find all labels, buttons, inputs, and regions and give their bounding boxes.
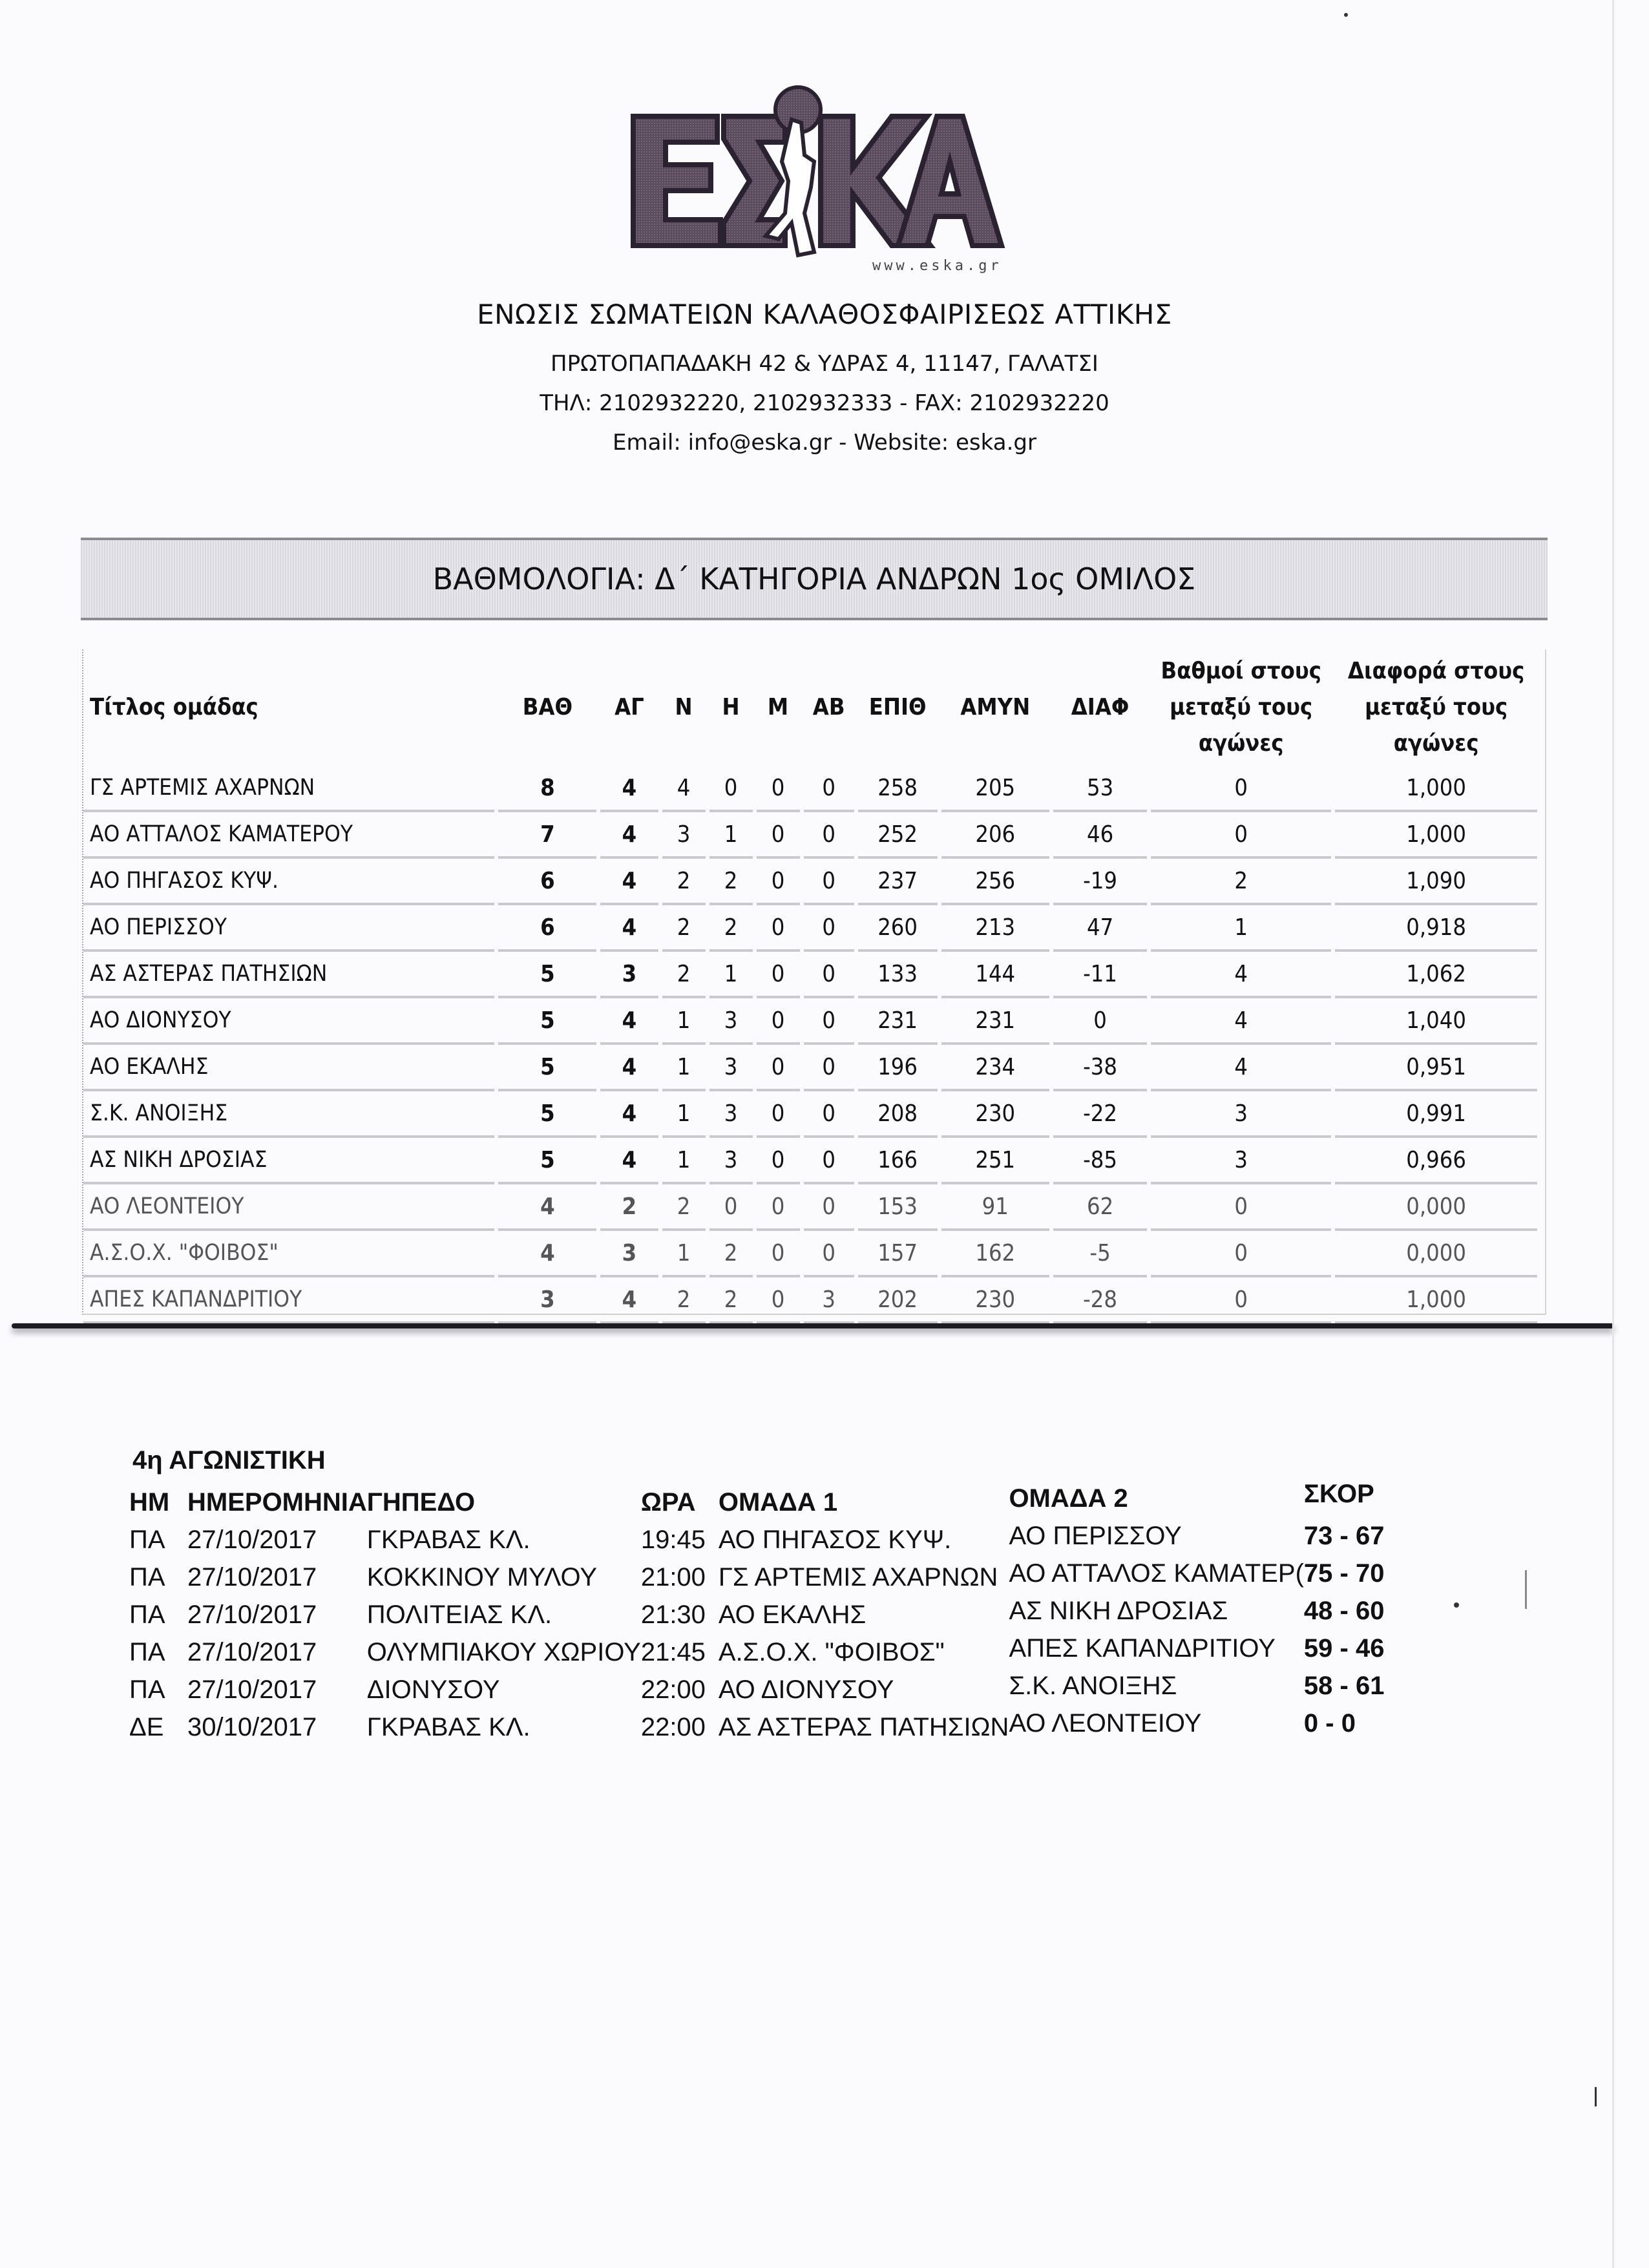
standings-cell-h2h-points: 4 [1151, 952, 1331, 998]
standings-cell-scored: 252 [858, 812, 938, 859]
standings-row [83, 998, 1537, 1045]
standings-cell-team: ΑΟ ΠΗΓΑΣΟΣ ΚΥΨ. [83, 859, 494, 905]
standings-cell-scored: 133 [858, 952, 938, 998]
standings-cell-scored: 157 [858, 1231, 938, 1277]
fixture-cell-day: ΠΑ [129, 1638, 165, 1666]
standings-cell-points: 5 [498, 952, 596, 998]
fixture-cell-venue: ΚΟΚΚΙΝΟΥ ΜΥΛΟΥ [366, 1563, 598, 1591]
standings-cell-losses: 2 [709, 1277, 753, 1324]
standings-title: ΒΑΘΜΟΛΟΓΙΑ: Δ΄ ΚΑΤΗΓΟΡΙΑ ΑΝΔΡΩΝ 1ος ΟΜΙΛΟΣ [432, 562, 1196, 596]
fixture-cell-team1: ΑΟ ΕΚΑΛΗΣ [718, 1601, 867, 1629]
fixtures-table [129, 1480, 1407, 1742]
header-m: Μ [767, 694, 789, 720]
header-ab: ΑΒ [812, 694, 845, 720]
standings-cell-scored: 153 [858, 1184, 938, 1231]
round-title: 4η ΑΓΩΝΙΣΤΙΚΗ [132, 1446, 326, 1475]
standings-cell-team: ΑΟ ΔΙΟΝΥΣΟΥ [83, 998, 494, 1045]
header-h2h-points [1151, 649, 1331, 766]
standings-cell-h2h-diff: 0,991 [1335, 1091, 1537, 1138]
standings-cell-scored: 166 [858, 1138, 938, 1184]
header-h2h-points-line2: μεταξύ τους [1170, 694, 1313, 720]
standings-cell-conceded: 206 [941, 812, 1049, 859]
standings-cell-losses: 0 [709, 1184, 753, 1231]
standings-cell-points: 5 [498, 998, 596, 1045]
standings-cell-h2h-points: 0 [1151, 812, 1331, 859]
standings-cell-h2h-points: 0 [1151, 766, 1331, 812]
header-h2h-diff [1335, 649, 1537, 766]
scan-speck [1595, 2087, 1597, 2106]
standings-table [79, 649, 1541, 1324]
standings-cell-scored: 208 [858, 1091, 938, 1138]
standings-cell-losses: 3 [709, 1138, 753, 1184]
standings-cell-wins: 1 [662, 1045, 706, 1091]
standings-cell-scored: 231 [858, 998, 938, 1045]
standings-cell-ab: 0 [804, 812, 854, 859]
standings-cell-losses: 0 [709, 766, 753, 812]
standings-cell-h2h-points: 2 [1151, 859, 1331, 905]
standings-cell-h2h-points: 1 [1151, 905, 1331, 952]
standings-cell-played: 4 [600, 1277, 658, 1324]
standings-cell-points: 5 [498, 1091, 596, 1138]
header-scored: ΕΠΙΘ [868, 694, 927, 720]
basketball-player-logo-icon [620, 84, 1008, 278]
standings-cell-wins: 3 [662, 812, 706, 859]
fx-header-venue: ΓΗΠΕΔΟ [366, 1488, 476, 1517]
fx-header-day: ΗΜ [129, 1488, 170, 1517]
fixture-row [129, 1667, 1407, 1705]
logo-url: www.eska.gr [872, 258, 1002, 274]
standings-cell-points: 5 [498, 1045, 596, 1091]
fixture-cell-time: 21:45 [640, 1638, 706, 1666]
fixture-cell-time: 19:45 [640, 1526, 706, 1554]
standings-row [83, 1277, 1537, 1324]
standings-cell-h2h-diff: 0,000 [1335, 1184, 1537, 1231]
standings-cell-ab: 0 [804, 1184, 854, 1231]
fixture-cell-date: 27/10/2017 [187, 1526, 317, 1554]
header-losses: Η [722, 694, 740, 720]
standings-cell-played: 4 [600, 859, 658, 905]
standings-cell-team: ΑΟ ΠΕΡΙΣΣΟΥ [83, 905, 494, 952]
standings-cell-conceded: 251 [941, 1138, 1049, 1184]
standings-row [83, 952, 1537, 998]
fixture-cell-venue: ΓΚΡΑΒΑΣ ΚΛ. [366, 1713, 530, 1741]
fx-header-team1: ΟΜΑΔΑ 1 [718, 1488, 838, 1517]
standings-cell-scored: 260 [858, 905, 938, 952]
fixture-cell-team1: ΓΣ ΑΡΤΕΜΙΣ ΑΧΑΡΝΩΝ [718, 1563, 998, 1591]
header-conceded: ΑΜΥΝ [960, 694, 1031, 720]
standings-row [83, 859, 1537, 905]
standings-cell-conceded: 256 [941, 859, 1049, 905]
standings-cell-team: Α.Σ.Ο.Χ. "ΦΟΙΒΟΣ" [83, 1231, 494, 1277]
standings-title-bar [81, 538, 1548, 620]
standings-cell-played: 4 [600, 998, 658, 1045]
standings-cell-m: 0 [757, 812, 800, 859]
header-team: Τίτλος ομάδας [90, 694, 258, 720]
standings-cell-conceded: 230 [941, 1277, 1049, 1324]
standings-cell-team: ΓΣ ΑΡΤΕΜΙΣ ΑΧΑΡΝΩΝ [83, 766, 494, 812]
fixture-cell-time: 22:00 [640, 1713, 706, 1741]
fx-header-score: ΣΚΟΡ [1303, 1480, 1374, 1508]
standings-cell-played: 4 [600, 766, 658, 812]
standings-row [83, 1138, 1537, 1184]
standings-cell-diff: 53 [1053, 766, 1147, 812]
standings-row [83, 1184, 1537, 1231]
standings-cell-wins: 1 [662, 998, 706, 1045]
fixture-cell-date: 30/10/2017 [187, 1713, 317, 1741]
fixture-cell-team2: ΑΟ ΑΤΤΑΛΟΣ ΚΑΜΑΤΕΡ( [1009, 1559, 1304, 1588]
standings-cell-wins: 1 [662, 1138, 706, 1184]
standings-cell-h2h-diff: 1,040 [1335, 998, 1537, 1045]
standings-cell-team: ΑΠΕΣ ΚΑΠΑΝΔΡΙΤΙΟΥ [83, 1277, 494, 1324]
organization-email: Email: info@eska.gr - Website: eska.gr [613, 430, 1036, 456]
fixture-cell-day: ΠΑ [129, 1601, 165, 1629]
fixture-cell-venue: ΟΛΥΜΠΙΑΚΟΥ ΧΩΡΙΟΥ [366, 1638, 641, 1666]
standings-cell-team: ΑΟ ΕΚΑΛΗΣ [83, 1045, 494, 1091]
standings-cell-h2h-points: 4 [1151, 998, 1331, 1045]
standings-cell-played: 4 [600, 905, 658, 952]
fx-header-time: ΩΡΑ [640, 1488, 696, 1517]
standings-cell-team: Σ.Κ. ΑΝΟΙΞΗΣ [83, 1091, 494, 1138]
standings-cell-m: 0 [757, 1231, 800, 1277]
standings-cell-m: 0 [757, 952, 800, 998]
standings-row [83, 766, 1537, 812]
standings-cell-wins: 2 [662, 859, 706, 905]
standings-cell-ab: 0 [804, 905, 854, 952]
fixture-cell-venue: ΔΙΟΝΥΣΟΥ [366, 1675, 500, 1704]
standings-cell-scored: 202 [858, 1277, 938, 1324]
standings-cell-played: 4 [600, 1045, 658, 1091]
standings-cell-h2h-diff: 0,000 [1335, 1231, 1537, 1277]
fixture-cell-team2: ΑΠΕΣ ΚΑΠΑΝΔΡΙΤΙΟΥ [1009, 1633, 1276, 1663]
standings-cell-played: 3 [600, 952, 658, 998]
header-played: ΑΓ [614, 694, 644, 720]
fixture-cell-team2: Σ.Κ. ΑΝΟΙΞΗΣ [1009, 1671, 1177, 1700]
fixture-row [129, 1592, 1407, 1630]
organization-phone: ΤΗΛ: 2102932220, 2102932333 - FAX: 2102932220 [540, 390, 1109, 416]
standings-cell-points: 7 [498, 812, 596, 859]
fixture-cell-score: 59 - 46 [1303, 1633, 1385, 1663]
standings-row [83, 812, 1537, 859]
fixture-row [129, 1705, 1407, 1742]
standings-cell-diff: 47 [1053, 905, 1147, 952]
fixture-cell-day: ΠΑ [129, 1563, 165, 1591]
standings-cell-wins: 1 [662, 1231, 706, 1277]
fixture-cell-day: ΠΑ [129, 1675, 165, 1704]
standings-cell-diff: 0 [1053, 998, 1147, 1045]
standings-cell-h2h-diff: 0,951 [1335, 1045, 1537, 1091]
standings-cell-h2h-points: 0 [1151, 1184, 1331, 1231]
fixture-cell-date: 27/10/2017 [187, 1563, 317, 1591]
standings-cell-scored: 196 [858, 1045, 938, 1091]
standings-cell-conceded: 213 [941, 905, 1049, 952]
fixture-cell-score: 48 - 60 [1303, 1596, 1385, 1625]
fixture-cell-time: 21:30 [640, 1601, 706, 1629]
standings-cell-points: 6 [498, 905, 596, 952]
standings-cell-diff: -28 [1053, 1277, 1147, 1324]
standings-cell-h2h-diff: 1,000 [1335, 1277, 1537, 1324]
standings-cell-h2h-diff: 0,918 [1335, 905, 1537, 952]
standings-cell-team: ΑΣ ΑΣΤΕΡΑΣ ΠΑΤΗΣΙΩΝ [83, 952, 494, 998]
standings-cell-played: 3 [600, 1231, 658, 1277]
standings-cell-h2h-points: 3 [1151, 1091, 1331, 1138]
header-h2h-diff-line3: αγώνες [1393, 730, 1479, 757]
fixture-cell-score: 73 - 67 [1303, 1521, 1385, 1550]
standings-cell-h2h-diff: 1,000 [1335, 812, 1537, 859]
standings-cell-points: 3 [498, 1277, 596, 1324]
standings-cell-played: 4 [600, 1138, 658, 1184]
standings-cell-ab: 0 [804, 998, 854, 1045]
scan-speck [1344, 13, 1348, 17]
standings-cell-ab: 3 [804, 1277, 854, 1324]
fixture-cell-day: ΔΕ [129, 1713, 164, 1741]
standings-cell-m: 0 [757, 1277, 800, 1324]
header-diff: ΔΙΑΦ [1071, 694, 1129, 720]
standings-cell-diff: -5 [1053, 1231, 1147, 1277]
standings-cell-ab: 0 [804, 1138, 854, 1184]
header-h2h-points-line3: αγώνες [1198, 730, 1284, 757]
standings-cell-m: 0 [757, 1138, 800, 1184]
standings-row [83, 1091, 1537, 1138]
fixture-cell-venue: ΓΚΡΑΒΑΣ ΚΛ. [366, 1526, 530, 1554]
standings-cell-diff: -85 [1053, 1138, 1147, 1184]
standings-cell-losses: 3 [709, 1091, 753, 1138]
fixture-cell-date: 27/10/2017 [187, 1675, 317, 1704]
standings-header-row [83, 649, 1537, 766]
standings-cell-ab: 0 [804, 1231, 854, 1277]
standings-cell-conceded: 205 [941, 766, 1049, 812]
paper-fold-line [12, 1323, 1614, 1328]
standings-cell-team: ΑΟ ΑΤΤΑΛΟΣ ΚΑΜΑΤΕΡΟΥ [83, 812, 494, 859]
standings-cell-losses: 3 [709, 998, 753, 1045]
standings-cell-ab: 0 [804, 1091, 854, 1138]
fixture-cell-day: ΠΑ [129, 1526, 165, 1554]
fixture-cell-date: 27/10/2017 [187, 1638, 317, 1666]
fixture-cell-team2: ΑΟ ΛΕΟΝΤΕΙΟΥ [1009, 1708, 1202, 1738]
fixture-cell-team2: ΑΣ ΝΙΚΗ ΔΡΟΣΙΑΣ [1009, 1596, 1228, 1625]
standings-cell-conceded: 234 [941, 1045, 1049, 1091]
standings-cell-losses: 1 [709, 812, 753, 859]
standings-cell-conceded: 162 [941, 1231, 1049, 1277]
fixture-row [129, 1555, 1407, 1592]
standings-cell-wins: 2 [662, 905, 706, 952]
standings-cell-points: 4 [498, 1184, 596, 1231]
standings-cell-conceded: 144 [941, 952, 1049, 998]
standings-cell-scored: 258 [858, 766, 938, 812]
standings-cell-conceded: 230 [941, 1091, 1049, 1138]
fixtures-header-row [129, 1480, 1407, 1517]
fixture-row [129, 1517, 1407, 1555]
standings-cell-losses: 2 [709, 1231, 753, 1277]
standings-cell-points: 8 [498, 766, 596, 812]
standings-cell-team: ΑΟ ΛΕΟΝΤΕΙΟΥ [83, 1184, 494, 1231]
fixture-cell-score: 0 - 0 [1303, 1708, 1356, 1738]
standings-row [83, 1231, 1537, 1277]
standings-cell-wins: 2 [662, 1277, 706, 1324]
eska-logo [620, 84, 1008, 278]
page-edge [1612, 0, 1614, 2268]
fixture-cell-score: 75 - 70 [1303, 1559, 1385, 1588]
fixture-cell-time: 22:00 [640, 1675, 706, 1704]
standings-cell-h2h-points: 4 [1151, 1045, 1331, 1091]
header-h2h-diff-line1: Διαφορά στους [1347, 658, 1525, 684]
organization-address: ΠΡΩΤΟΠΑΠΑΔΑΚΗ 42 & ΥΔΡΑΣ 4, 11147, ΓΑΛΑΤΣΙ [551, 351, 1098, 377]
standings-cell-h2h-diff: 1,062 [1335, 952, 1537, 998]
standings-cell-diff: 46 [1053, 812, 1147, 859]
standings-cell-diff: -38 [1053, 1045, 1147, 1091]
standings-cell-points: 6 [498, 859, 596, 905]
standings-cell-losses: 2 [709, 859, 753, 905]
fixture-cell-team1: ΑΣ ΑΣΤΕΡΑΣ ΠΑΤΗΣΙΩΝ [718, 1713, 1009, 1741]
header-h2h-points-line1: Βαθμοί στους [1161, 658, 1321, 684]
standings-cell-wins: 2 [662, 1184, 706, 1231]
fixture-cell-venue: ΠΟΛΙΤΕΙΑΣ ΚΛ. [366, 1601, 552, 1629]
standings-cell-diff: -22 [1053, 1091, 1147, 1138]
standings-cell-diff: -19 [1053, 859, 1147, 905]
scan-speck [1525, 1570, 1527, 1609]
organization-name: ΕΝΩΣΙΣ ΣΩΜΑΤΕΙΩΝ ΚΑΛΑΘΟΣΦΑΙΡΙΣΕΩΣ ΑΤΤΙΚΗΣ [477, 299, 1172, 330]
standings-cell-h2h-diff: 1,000 [1335, 766, 1537, 812]
standings-cell-points: 5 [498, 1138, 596, 1184]
standings-cell-m: 0 [757, 1045, 800, 1091]
standings-cell-losses: 1 [709, 952, 753, 998]
standings-cell-ab: 0 [804, 859, 854, 905]
header-h2h-diff-line2: μεταξύ τους [1365, 694, 1508, 720]
standings-cell-team: ΑΣ ΝΙΚΗ ΔΡΟΣΙΑΣ [83, 1138, 494, 1184]
fixture-cell-team2: ΑΟ ΠΕΡΙΣΣΟΥ [1009, 1521, 1182, 1550]
standings-cell-m: 0 [757, 1091, 800, 1138]
standings-cell-h2h-diff: 0,966 [1335, 1138, 1537, 1184]
standings-row [83, 905, 1537, 952]
standings-cell-conceded: 91 [941, 1184, 1049, 1231]
standings-cell-played: 4 [600, 1091, 658, 1138]
standings-cell-losses: 2 [709, 905, 753, 952]
fixture-cell-score: 58 - 61 [1303, 1671, 1385, 1700]
standings-cell-m: 0 [757, 1184, 800, 1231]
standings-cell-m: 0 [757, 859, 800, 905]
standings-cell-scored: 237 [858, 859, 938, 905]
standings-cell-played: 4 [600, 812, 658, 859]
standings-cell-h2h-points: 0 [1151, 1231, 1331, 1277]
standings-cell-diff: 62 [1053, 1184, 1147, 1231]
standings-table-container [82, 649, 1546, 1315]
fx-header-date: ΗΜΕΡΟΜΗΝΙΑ [187, 1488, 367, 1517]
standings-cell-h2h-diff: 1,090 [1335, 859, 1537, 905]
fixture-cell-team1: Α.Σ.Ο.Χ. "ΦΟΙΒΟΣ" [718, 1638, 945, 1666]
standings-cell-m: 0 [757, 766, 800, 812]
standings-cell-ab: 0 [804, 1045, 854, 1091]
standings-row [83, 1045, 1537, 1091]
fixture-cell-team1: ΑΟ ΔΙΟΝΥΣΟΥ [718, 1675, 894, 1704]
standings-cell-m: 0 [757, 998, 800, 1045]
standings-cell-h2h-points: 3 [1151, 1138, 1331, 1184]
scan-speck [1454, 1602, 1459, 1608]
fixture-cell-date: 27/10/2017 [187, 1601, 317, 1629]
fx-header-team2: ΟΜΑΔΑ 2 [1009, 1484, 1128, 1513]
standings-cell-wins: 1 [662, 1091, 706, 1138]
fixture-row [129, 1630, 1407, 1667]
fixture-cell-time: 21:00 [640, 1563, 706, 1591]
header-points: ΒΑΘ [522, 694, 572, 720]
standings-cell-h2h-points: 0 [1151, 1277, 1331, 1324]
header-wins: Ν [675, 694, 693, 720]
standings-cell-ab: 0 [804, 766, 854, 812]
standings-cell-losses: 3 [709, 1045, 753, 1091]
standings-cell-wins: 4 [662, 766, 706, 812]
standings-cell-m: 0 [757, 905, 800, 952]
fixture-cell-team1: ΑΟ ΠΗΓΑΣΟΣ ΚΥΨ. [718, 1526, 952, 1554]
standings-cell-points: 4 [498, 1231, 596, 1277]
standings-cell-diff: -11 [1053, 952, 1147, 998]
standings-cell-wins: 2 [662, 952, 706, 998]
standings-cell-conceded: 231 [941, 998, 1049, 1045]
standings-cell-played: 2 [600, 1184, 658, 1231]
standings-cell-ab: 0 [804, 952, 854, 998]
